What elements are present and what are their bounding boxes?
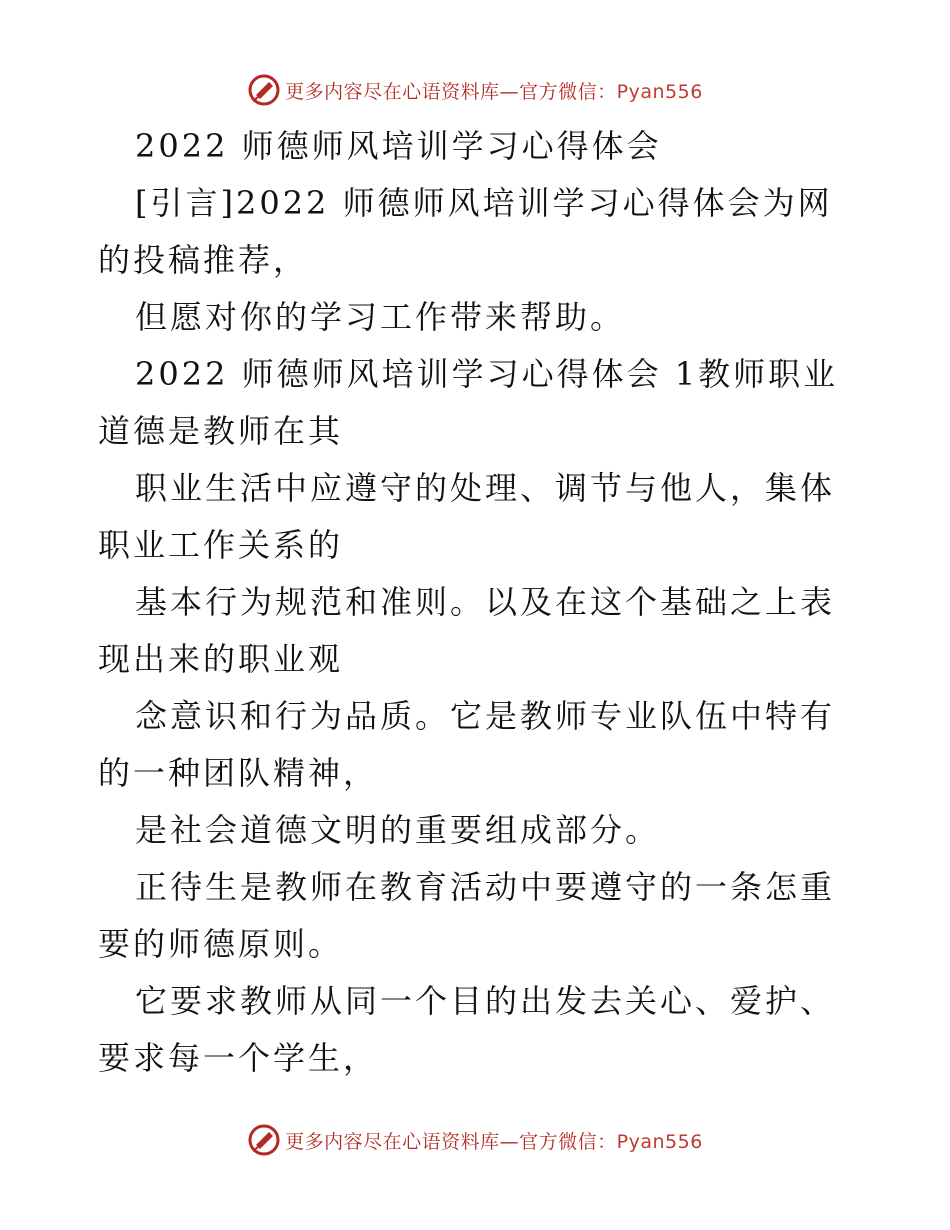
paragraph: 职业生活中应遵守的处理、调节与他人，集体职业工作关系的 xyxy=(98,469,836,564)
wechat-id: Pyan556 xyxy=(616,80,703,103)
footer-banner xyxy=(0,1120,950,1160)
banner-text: 更多内容尽在心语资料库—官方微信： xyxy=(285,80,617,103)
paragraph: 念意识和行为品质。它是教师专业队伍中特有的一种团队精神， xyxy=(98,697,836,792)
banner-text: 更多内容尽在心语资料库—官方微信： xyxy=(285,1130,617,1153)
pen-logo-icon xyxy=(247,73,281,107)
document-body xyxy=(98,118,858,1087)
pen-logo-icon xyxy=(247,1123,281,1157)
document-title: 2022 师德师风培训学习心得体会 xyxy=(135,127,662,165)
paragraph: 但愿对你的学习工作带来帮助。 xyxy=(135,298,626,336)
paragraph: 2022 师德师风培训学习心得体会 1教师职业道德是教师在其 xyxy=(98,355,839,450)
paragraph: 是社会道德文明的重要组成部分。 xyxy=(135,811,661,849)
paragraph: [引言]2022 师德师风培训学习心得体会为网的投稿推荐， xyxy=(98,184,833,279)
paragraph: 基本行为规范和准则。以及在这个基础之上表现出来的职业观 xyxy=(98,583,836,678)
paragraph: 正待生是教师在教育活动中要遵守的一条怎重要的师德原则。 xyxy=(98,868,836,963)
wechat-id: Pyan556 xyxy=(616,1130,703,1153)
header-banner xyxy=(0,70,950,110)
paragraph: 它要求教师从同一个目的出发去关心、爱护、要求每一个学生， xyxy=(98,982,836,1077)
